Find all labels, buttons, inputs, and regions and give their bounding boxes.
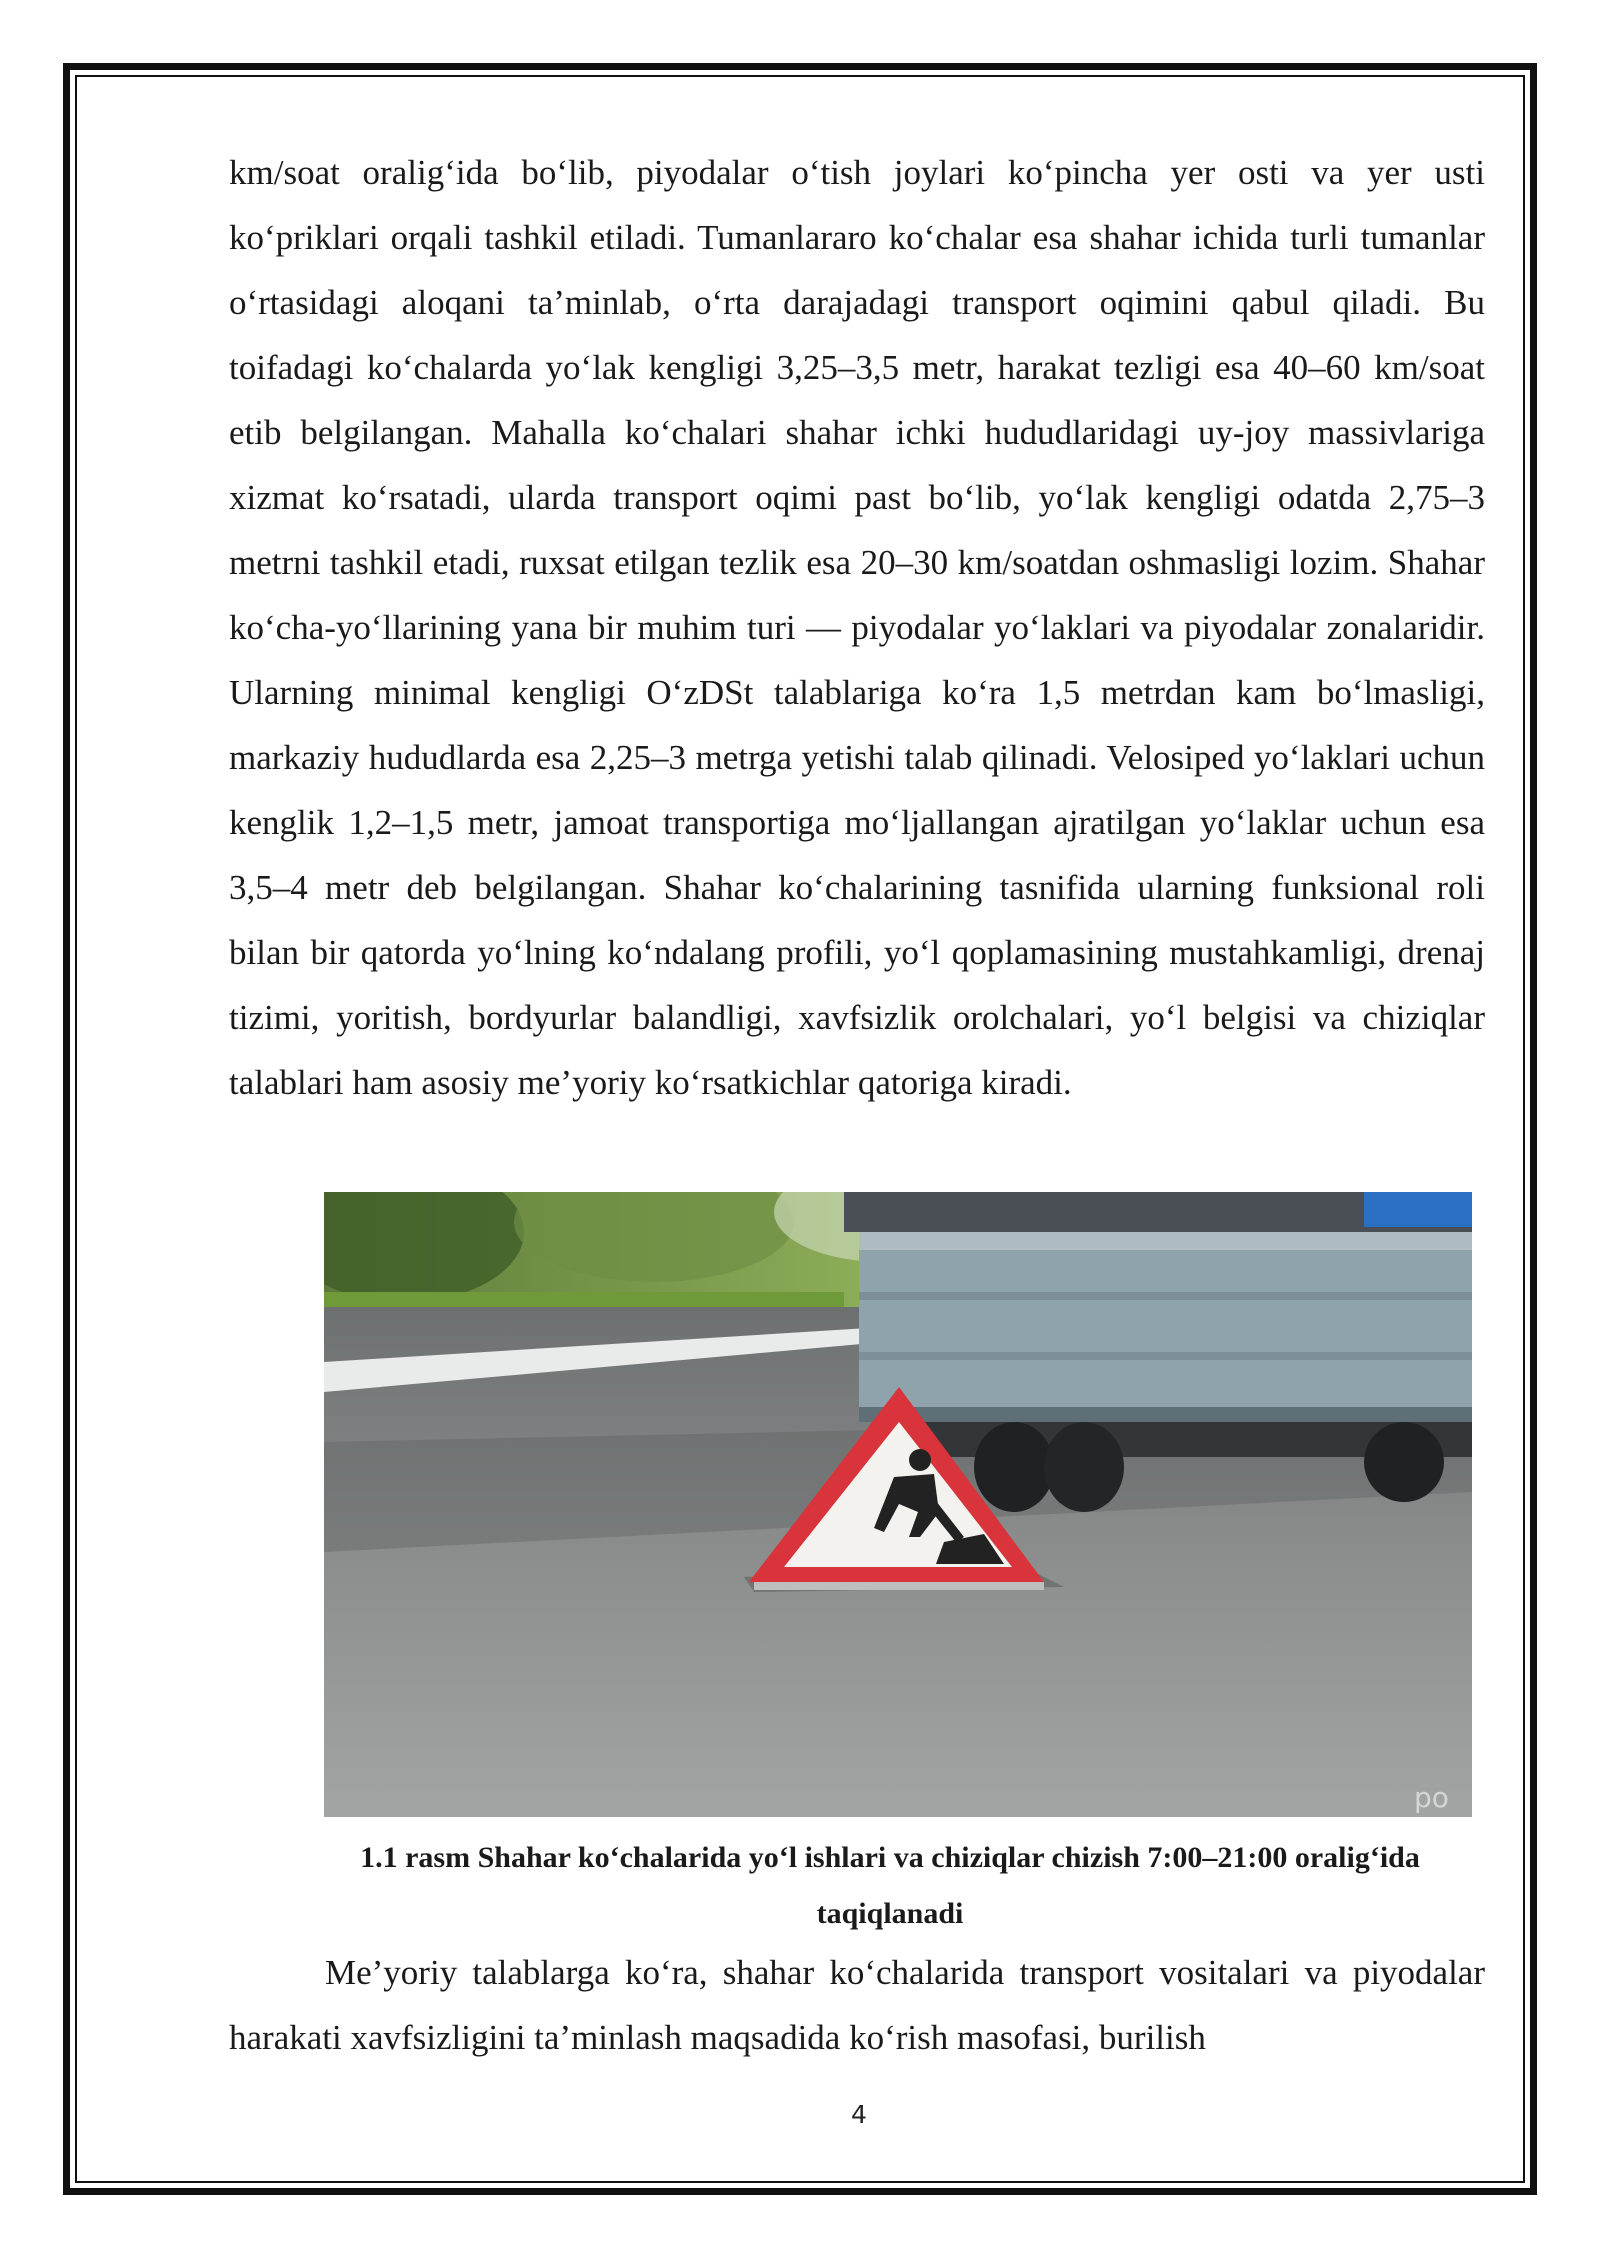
road-works-photo xyxy=(324,1192,1472,1817)
figure-caption: 1.1 rasm Shahar ko‘chalarida yo‘l ishlari va chiziqlar chizish 7:00–21:00 oralig‘ida taqiqlanadi xyxy=(360,1841,1420,1930)
body-paragraph: km/soat oralig‘ida bo‘lib, piyodalar o‘tish joylari ko‘pincha yer osti va yer usti ko‘priklari orqali tashkil etiladi. Tumanlararo ko‘chalar esa shahar ichida turli tumanlar o‘rtasidagi aloqani ta’minlab, o‘rta darajadagi transport oqimini qabul qiladi. Bu toifadagi ko‘chalarda yo‘lak kengligi 3,25–3,5 metr, harakat tezligi esa 40–60 km/soat etib belgilangan. Mahalla ko‘chalari shahar ichki hududlaridagi uy-joy massivlariga xizmat ko‘rsatadi, ularda transport oqimi past bo‘lib, yo‘lak kengligi odatda 2,75–3 metrni tashkil etadi, ruxsat etilgan tezlik esa 20–30 km/soatdan oshmasligi lozim. Shahar ko‘cha-yo‘llarining yana bir muhim turi — piyodalar yo‘laklari va piyodalar zonalaridir. Ularning minimal kengligi O‘zDSt talablariga ko‘ra 1,5 metrdan kam bo‘lmasligi, markaziy hududlarda esa 2,25–3 metrga yetishi talab qilinadi. Velosiped yo‘laklari uchun kenglik 1,2–1,5 metr, jamoat transportiga mo‘ljallangan ajratilgan yo‘laklar uchun esa 3,5–4 metr deb belgilangan. Shahar ko‘chalarining tasnifida ularning funksional roli bilan bir qatorda yo‘lning ko‘ndalang profili, yo‘l qoplamasining mustahkamligi, drenaj tizimi, yoritish, bordyurlar balandligi, xavfsizlik orolchalari, yo‘l belgisi va chiziqlar talablari ham asosiy me’yoriy ko‘rsatkichlar qatoriga kiradi. xyxy=(229,153,1485,1102)
page-number: 4 xyxy=(851,2100,867,2129)
svg-text:po: po xyxy=(1414,1781,1449,1814)
body-paragraph-2: Me’yoriy talablarga ko‘ra, shahar ko‘chalarida transport vositalari va piyodalar harakati xavfsizligini ta’minlash maqsadida ko‘rish masofasi, burilish xyxy=(229,1953,1485,2057)
